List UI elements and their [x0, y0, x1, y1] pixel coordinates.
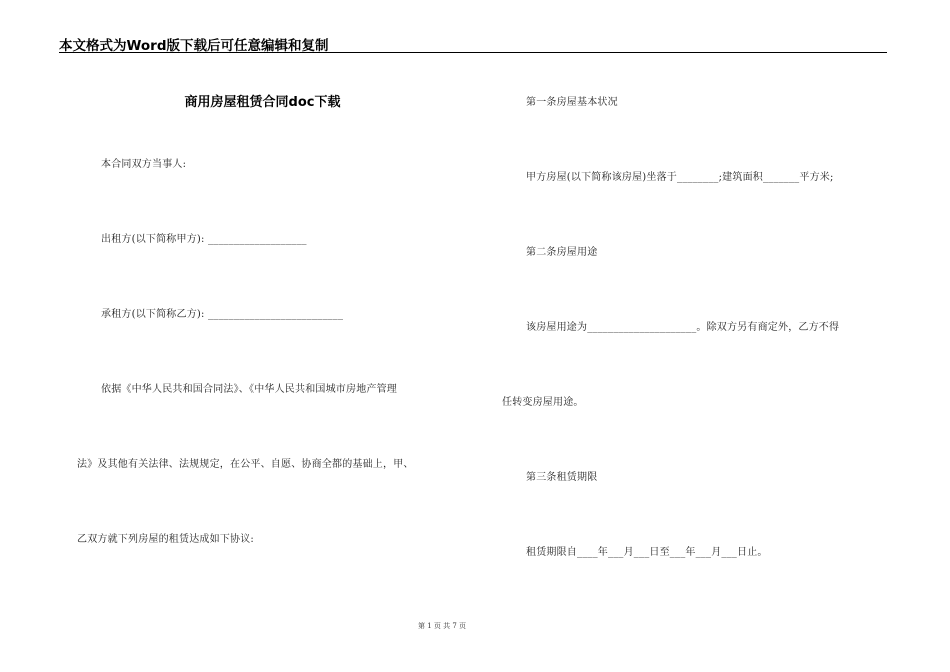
- article-2-usage-line-1: 该房屋用途为_____________________。除双方另有商定外，乙方不得: [526, 322, 840, 333]
- page-number: 第 1 页 共 7 页: [417, 622, 467, 630]
- paragraph-parties: 本合同双方当事人:: [101, 159, 187, 170]
- article-2-heading: 第二条房屋用途: [526, 247, 598, 258]
- article-1-location: 甲方房屋(以下简称该房屋)坐落于________;建筑面积_______平方米;: [526, 172, 834, 183]
- paragraph-basis-line-1: 依据《中华人民共和国合同法》、《中华人民共和国城市房地产管理: [101, 384, 397, 395]
- article-2-usage-line-2: 任转变房屋用途。: [502, 397, 584, 408]
- paragraph-basis-line-3: 乙双方就下列房屋的租赁达成如下协议:: [77, 534, 254, 545]
- header-divider: [59, 52, 887, 53]
- paragraph-lessor: 出租方(以下简称甲方): ___________________: [101, 234, 307, 245]
- document-header: 本文格式为Word版下载后可任意编辑和复制: [59, 38, 329, 54]
- article-1-heading: 第一条房屋基本状况: [526, 97, 618, 108]
- article-3-term: 租赁期限自____年___月___日至___年___月___日止。: [526, 547, 768, 558]
- document-title: 商用房屋租赁合同doc下载: [184, 95, 341, 110]
- paragraph-basis-line-2: 法》及其他有关法律、法规规定，在公平、自愿、协商全都的基础上，甲、: [77, 459, 414, 470]
- paragraph-lessee: 承租方(以下简称乙方): __________________________: [101, 309, 344, 320]
- article-3-heading: 第三条租赁期限: [526, 472, 598, 483]
